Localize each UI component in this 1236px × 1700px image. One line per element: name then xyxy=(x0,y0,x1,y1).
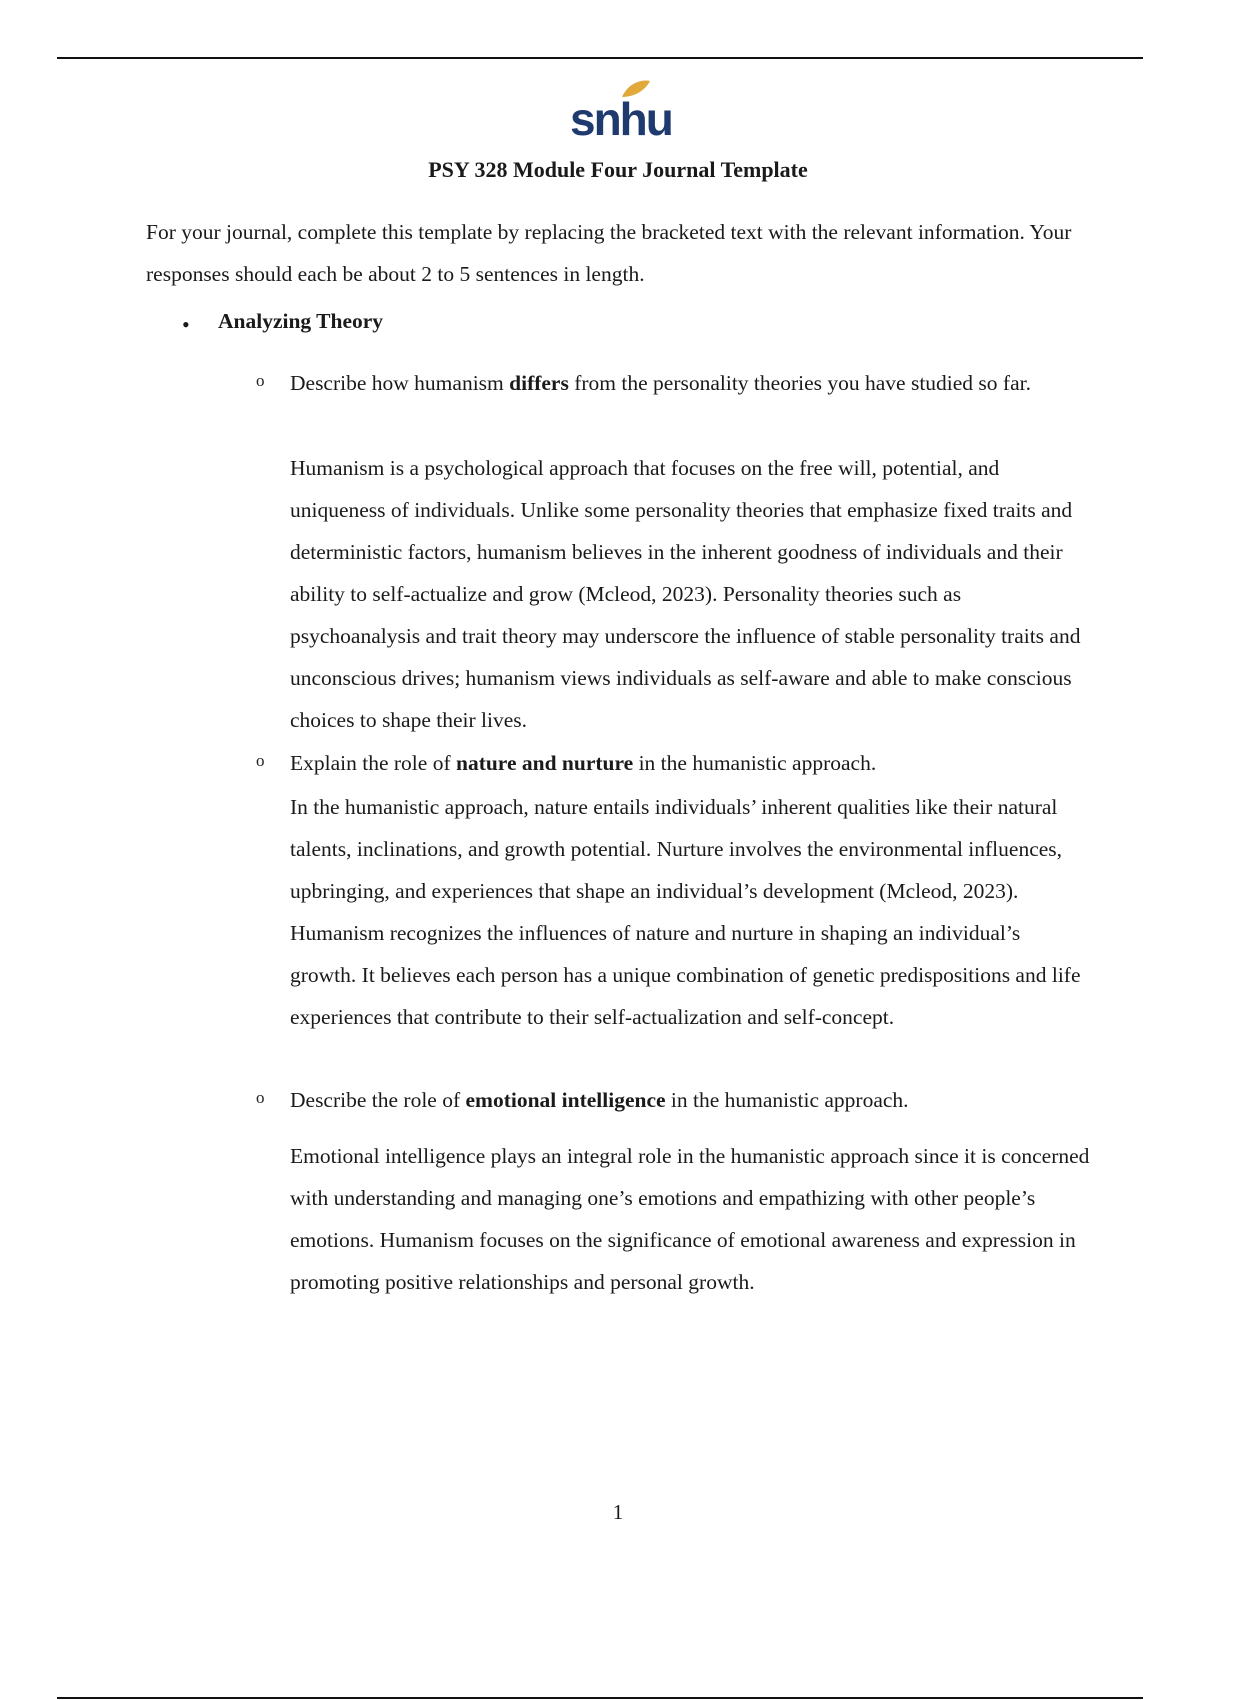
prompt-text: Explain the role of nature and nurture in the humanistic approach. xyxy=(290,751,877,775)
bullet-icon: • xyxy=(182,312,190,337)
prompt-text: Describe how humanism differs from the personality theories you have studied so far. xyxy=(290,371,1031,395)
prompt-text: Describe the role of emotional intelligence in the humanistic approach. xyxy=(290,1088,909,1112)
snhu-logo xyxy=(570,75,672,145)
circle-bullet-icon: o xyxy=(256,1088,265,1107)
circle-bullet-icon: o xyxy=(256,751,265,770)
answer-text: Emotional intelligence plays an integral role in the humanistic approach since it is concerned with understanding and managing one’s emotions and empathizing with other people’s emotions. Humanism focuses on the significance of emotional awareness and expression in promoting positive relationships and personal growth. xyxy=(290,1144,1090,1294)
answer-text: In the humanistic approach, nature entails individuals’ inherent qualities like their natural talents, inclinations, and growth potential. Nurture involves the environmental influences, upbringing, and experiences that shape an individual’s development (Mcleod, 2023). Humanism recognizes the influences of nature and nurture in shaping an individual’s growth. It believes each person has a unique combination of genetic predispositions and life experiences that contribute to their self-actualization and self-concept. xyxy=(290,795,1081,1029)
bottom-rule xyxy=(57,1697,1143,1699)
intro-paragraph: For your journal, complete this template by replacing the bracketed text with the relevant information. Your responses should each be about 2 to 5 sentences in length. xyxy=(146,220,1072,286)
page-title: PSY 328 Module Four Journal Template xyxy=(428,157,808,182)
top-rule xyxy=(57,57,1143,59)
section-heading: Analyzing Theory xyxy=(218,309,384,333)
page-number: 1 xyxy=(612,1500,624,1524)
logo-text: snhu xyxy=(570,93,672,145)
circle-bullet-icon: o xyxy=(256,371,265,390)
answer-text: Humanism is a psychological approach that focuses on the free will, potential, and uniqueness of individuals. Unlike some personality theories that emphasize fixed traits and deterministic factors, humanism believes in the inherent goodness of individuals and their ability to self-actualize and grow (Mcleod, 2023). Personality theories such as psychoanalysis and trait theory may underscore the influence of stable personality traits and unconscious drives; humanism views individuals as self-aware and able to make conscious choices to shape their lives. xyxy=(290,456,1081,732)
